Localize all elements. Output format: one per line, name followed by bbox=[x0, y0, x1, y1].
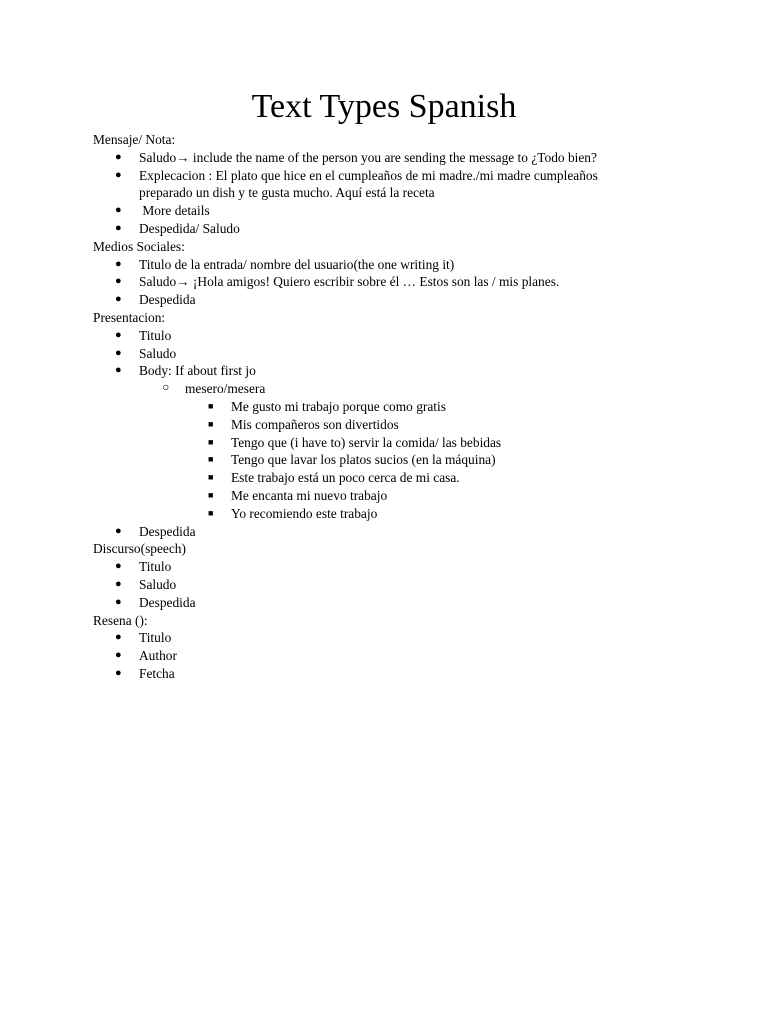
bullet-dot-icon: ● bbox=[115, 631, 122, 644]
bullet-dot-icon: ● bbox=[115, 204, 122, 217]
bullet-dot-icon: ● bbox=[115, 666, 122, 679]
section-heading: Resena (): bbox=[93, 612, 148, 628]
list-item bbox=[93, 220, 653, 238]
list-item bbox=[93, 629, 653, 647]
list-item-text: Despedida bbox=[139, 292, 196, 308]
sub-sub-list-item-text: Me gusto mi trabajo porque como gratis bbox=[231, 398, 446, 414]
bullet-square-icon: ■ bbox=[208, 454, 214, 465]
list-item-text: Despedida/ Saludo bbox=[139, 220, 240, 236]
bullet-list bbox=[93, 558, 653, 611]
list-item bbox=[93, 362, 653, 380]
bullet-dot-icon: ● bbox=[115, 346, 122, 359]
list-item-text: More details bbox=[139, 203, 210, 219]
list-item bbox=[93, 523, 653, 541]
bullet-dot-icon: ● bbox=[115, 275, 122, 288]
list-item-text: Author bbox=[139, 648, 177, 664]
section-heading: Medios Sociales: bbox=[93, 238, 185, 254]
section-heading: Mensaje/ Nota: bbox=[93, 132, 176, 147]
list-item bbox=[93, 256, 653, 274]
sub-sub-list-item bbox=[93, 487, 653, 505]
list-item bbox=[93, 647, 653, 665]
document-title: Text Types Spanish bbox=[251, 88, 517, 125]
list-item-text: Body: If about first jo bbox=[139, 363, 256, 379]
bullet-dot-icon: ● bbox=[115, 257, 122, 270]
list-item-text: Saludo bbox=[139, 576, 177, 592]
bullet-dot-icon: ● bbox=[115, 293, 122, 306]
list-item-text: Titulo bbox=[139, 630, 172, 646]
bullet-dot-icon: ● bbox=[115, 560, 122, 573]
list-item-text: Titulo de la entrada/ nombre del usuario(the one writing it) bbox=[139, 256, 455, 272]
bullet-dot-icon: ● bbox=[115, 364, 122, 377]
bullet-dot-icon: ● bbox=[115, 595, 122, 608]
bullet-square-icon: ■ bbox=[208, 472, 214, 483]
sub-sub-list-item-text: Este trabajo está un poco cerca de mi casa. bbox=[231, 470, 460, 486]
section-medios-sociales bbox=[93, 238, 653, 309]
sub-sub-list-item-text: Me encanta mi nuevo trabajo bbox=[231, 487, 388, 503]
sub-sub-list-item bbox=[93, 416, 653, 434]
list-item-text: Despedida bbox=[139, 523, 196, 539]
list-item bbox=[93, 149, 653, 167]
bullet-dot-icon: ● bbox=[115, 221, 122, 234]
list-item bbox=[93, 345, 653, 363]
section-presentacion bbox=[93, 309, 653, 540]
section-mensaje-nota bbox=[93, 131, 653, 238]
bullet-dot-icon: ● bbox=[115, 328, 122, 341]
list-item-text: Titulo bbox=[139, 559, 172, 575]
bullet-square-icon: ■ bbox=[208, 418, 214, 429]
bullet-list bbox=[93, 327, 653, 380]
list-item bbox=[93, 558, 653, 576]
section-heading: Discurso(speech) bbox=[93, 541, 186, 557]
bullet-dot-icon: ● bbox=[115, 168, 122, 181]
sub-sub-list-item bbox=[93, 398, 653, 416]
list-item-text: Explecacion : El plato que hice en el cumpleaños de mi madre./mi madre cumpleaños preparado un dish y te gusta mucho. Aquí está la receta bbox=[139, 167, 598, 201]
sub-sub-bullet-list bbox=[93, 398, 653, 523]
list-item bbox=[93, 291, 653, 309]
list-item-text: Despedida bbox=[139, 594, 196, 610]
bullet-list bbox=[93, 629, 653, 682]
sub-sub-list-item bbox=[93, 451, 653, 469]
list-item bbox=[93, 273, 653, 291]
list-item bbox=[93, 665, 653, 683]
list-item bbox=[93, 202, 653, 220]
bullet-dot-icon: ● bbox=[115, 150, 122, 163]
bullet-list bbox=[93, 523, 653, 541]
list-item bbox=[93, 327, 653, 345]
sub-sub-list-item-text: Mis compañeros son divertidos bbox=[231, 416, 399, 432]
list-item-text: Titulo bbox=[139, 327, 172, 343]
document-body bbox=[93, 131, 653, 683]
sub-list-item bbox=[93, 380, 653, 398]
bullet-square-icon: ■ bbox=[208, 507, 214, 518]
list-item-text: Saludo bbox=[139, 345, 177, 361]
list-item bbox=[93, 594, 653, 612]
sub-sub-list-item-text: Yo recomiendo este trabajo bbox=[231, 505, 378, 521]
list-item-text: Saludo→ ¡Hola amigos! Quiero escribir sobre él … Estos son las / mis planes. bbox=[139, 274, 560, 290]
section-discurso bbox=[93, 540, 653, 611]
bullet-circle-icon: ○ bbox=[162, 380, 170, 395]
sub-sub-list-item-text: Tengo que lavar los platos sucios (en la máquina) bbox=[231, 452, 496, 468]
list-item-text: Fetcha bbox=[139, 665, 175, 681]
bullet-square-icon: ■ bbox=[208, 489, 214, 500]
sub-list-item-text: mesero/mesera bbox=[185, 381, 266, 397]
bullet-dot-icon: ● bbox=[115, 577, 122, 590]
bullet-list bbox=[93, 256, 653, 309]
bullet-square-icon: ■ bbox=[208, 400, 214, 411]
section-resena bbox=[93, 612, 653, 683]
section-heading: Presentacion: bbox=[93, 309, 166, 325]
bullet-dot-icon: ● bbox=[115, 649, 122, 662]
bullet-list bbox=[93, 149, 653, 238]
list-item-text: Saludo→ include the name of the person you are sending the message to ¿Todo bien? bbox=[139, 149, 597, 165]
bullet-dot-icon: ● bbox=[115, 524, 122, 537]
sub-sub-list-item bbox=[93, 505, 653, 523]
sub-sub-list-item bbox=[93, 469, 653, 487]
sub-sub-list-item bbox=[93, 434, 653, 452]
sub-bullet-list bbox=[93, 380, 653, 398]
list-item bbox=[93, 576, 653, 594]
bullet-square-icon: ■ bbox=[208, 436, 214, 447]
sub-sub-list-item-text: Tengo que (i have to) servir la comida/ las bebidas bbox=[231, 434, 502, 450]
list-item bbox=[93, 167, 653, 203]
